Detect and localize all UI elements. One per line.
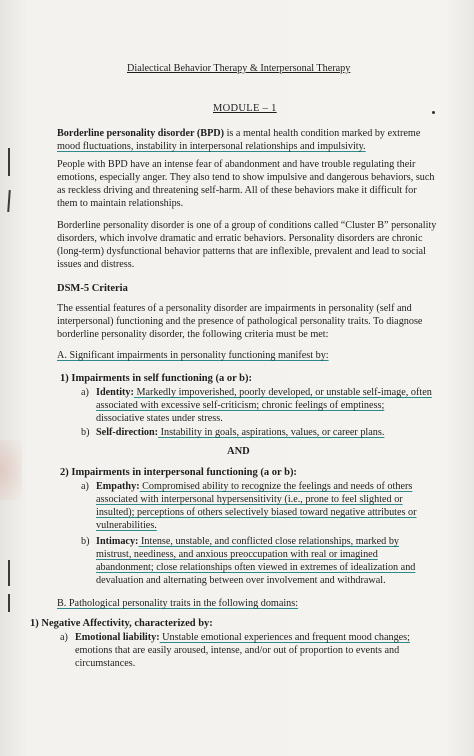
- para2-line: People with BPD have an intense fear of abandonment and have trouble regulating their: [57, 159, 416, 170]
- item1a-label: a): [81, 387, 89, 398]
- item1a-line2: associated with excessive self-criticism; chronic feelings of emptiness;: [96, 400, 385, 411]
- margin-pen-mark: [8, 594, 10, 612]
- document-title: Dialectical Behavior Therapy & Interpersonal Therapy: [127, 63, 351, 74]
- item3a-label: a): [60, 632, 68, 643]
- para3-line: disorders, which involve dramatic and erratic behaviors. Personality disorders are chronic: [57, 233, 423, 244]
- item2a-line3: insulted); perceptions of others selectively biased toward negative attributes or: [96, 507, 417, 518]
- para3-line: Borderline personality disorder is one of a group of conditions called “Cluster B” personality: [57, 220, 437, 231]
- bpd-term: Borderline personality disorder (BPD): [57, 128, 225, 139]
- para2-line: them to maintain relationships.: [57, 198, 184, 209]
- para4-line: The essential features of a personality disorder are impairments in personality (self and: [57, 303, 412, 314]
- para1-line1: Borderline personality disorder (BPD) is a mental health condition marked by extreme: [57, 128, 421, 139]
- item1b-label: b): [81, 427, 90, 438]
- item2a-line4: vulnerabilities.: [96, 520, 157, 531]
- item2b-line4: devaluation and alternating between over involvement and withdrawal.: [96, 575, 386, 586]
- para4-line: interpersonal) functioning and the presence of pathological personality traits. To diagnose: [57, 316, 423, 327]
- item3a-line2: emotions that are easily aroused, intense, and/or out of proportion to events and: [75, 645, 400, 656]
- module-heading: MODULE – 1: [213, 103, 277, 114]
- para2-line: emotions, especially anger. They also tend to show impulsive and dangerous behaviors, such: [57, 172, 435, 183]
- section-b-heading: B. Pathological personality traits in the following domains:: [57, 598, 299, 609]
- item2a-line1: Empathy: Compromised ability to recognize the feelings and needs of others: [96, 481, 413, 492]
- section-a-heading: A. Significant impairments in personality functioning manifest by:: [57, 350, 329, 361]
- item3a-line1: Emotional liability: Unstable emotional experiences and frequent mood changes;: [75, 632, 410, 643]
- item3a-line3: circumstances.: [75, 658, 136, 669]
- para3-line: issues and distress.: [57, 259, 135, 270]
- item2a-line2: associated with interpersonal hypersensitivity (i.e., prone to feel slighted or: [96, 494, 403, 505]
- margin-pen-mark: [8, 148, 10, 176]
- item1-heading: 1) Impairments in self functioning (a or b):: [60, 373, 253, 384]
- and-divider: AND: [227, 446, 250, 457]
- ink-dot: [432, 111, 435, 114]
- item2-heading: 2) Impairments in interpersonal functioning (a or b):: [60, 467, 297, 478]
- margin-pen-mark: [7, 190, 10, 212]
- para4-line: borderline personality disorder, the following criteria must be met:: [57, 329, 329, 340]
- para1-line2: mood fluctuations, instability in interpersonal relationships and impulsivity.: [57, 141, 366, 152]
- item1b-line1: Self-direction: Instability in goals, aspirations, values, or career plans.: [96, 427, 385, 438]
- item1a-line3: dissociative states under stress.: [96, 413, 223, 424]
- item3-heading: 1) Negative Affectivity, characterized by:: [30, 618, 213, 629]
- para3-line: (long-term) dysfunctional behavior patterns that are inflexible, prevalent and lead to social: [57, 246, 426, 257]
- dsm-heading: DSM-5 Criteria: [57, 283, 128, 294]
- item2b-line1: Intimacy: Intense, unstable, and conflicted close relationships, marked by: [96, 536, 400, 547]
- item2b-line3: abandonment; close relationships often viewed in extremes of idealization and: [96, 562, 416, 573]
- para2-line: as reckless driving and threatening self-harm. All of these behaviors make it difficult for: [57, 185, 417, 196]
- item1a-line1: Identity: Markedly impoverished, poorly developed, or unstable self-image, often: [96, 387, 432, 398]
- margin-pen-mark: [8, 560, 10, 586]
- page-stain: [0, 440, 22, 500]
- item2b-line2: mistrust, neediness, and anxious preoccupation with real or imagined: [96, 549, 378, 560]
- item2a-label: a): [81, 481, 89, 492]
- item2b-label: b): [81, 536, 90, 547]
